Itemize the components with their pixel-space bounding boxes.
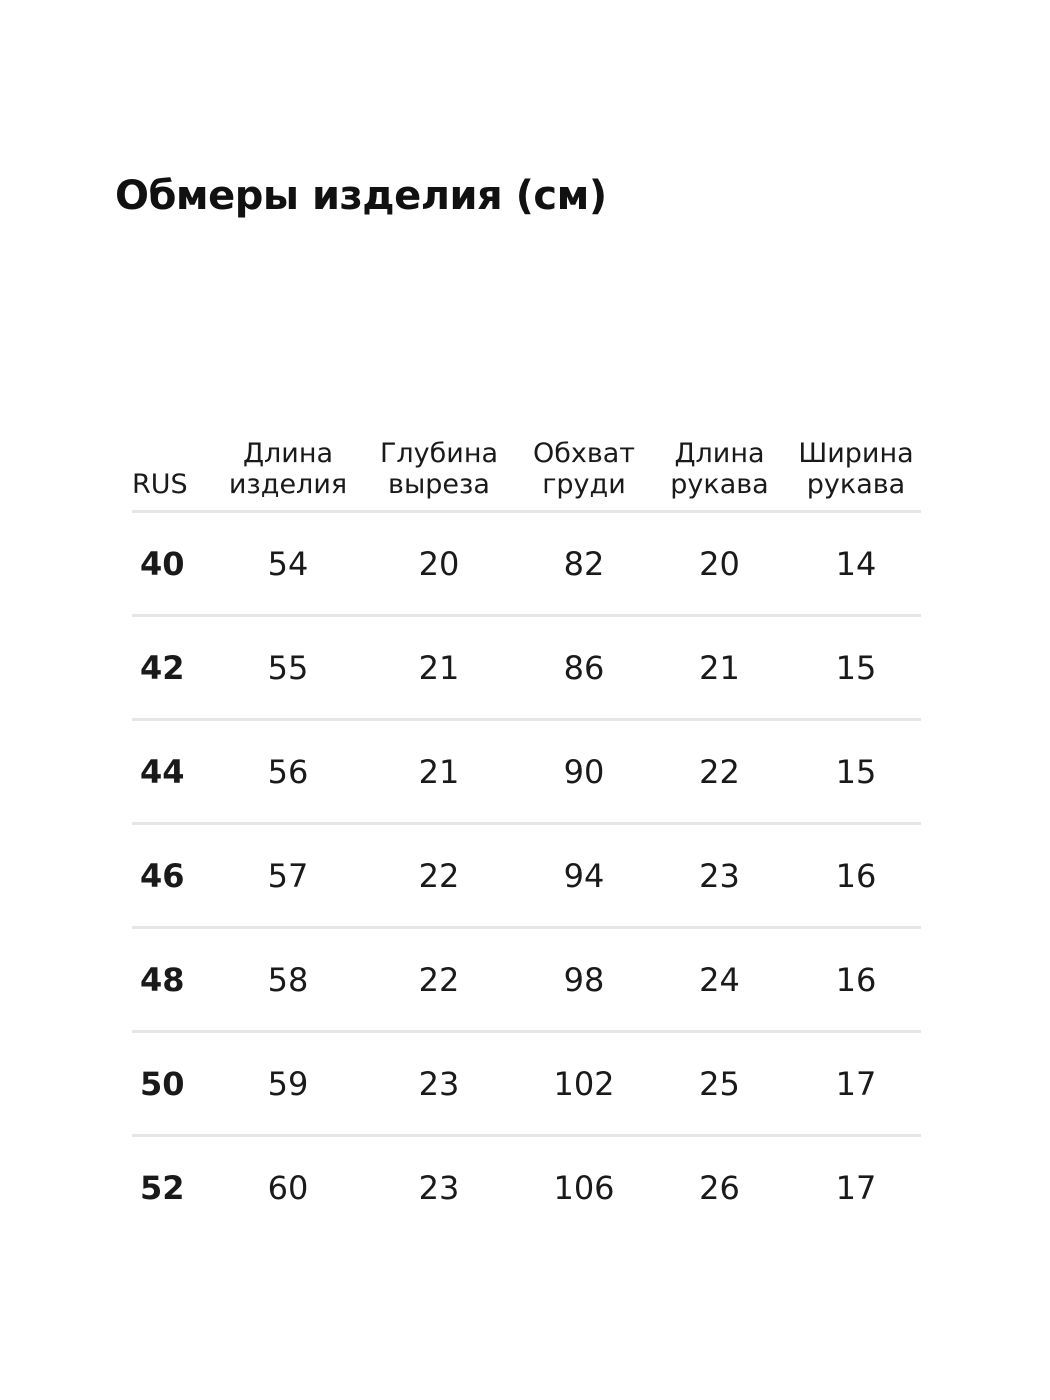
size-cell: 48	[132, 928, 218, 1032]
table-row	[132, 1136, 921, 1239]
table-row	[132, 1032, 921, 1136]
size-cell: 42	[132, 616, 218, 720]
header-sleeve-length: Длина рукава	[648, 400, 791, 512]
table-cell: 17	[791, 1032, 921, 1136]
table-row	[132, 928, 921, 1032]
table-cell: 25	[648, 1032, 791, 1136]
table-cell: 14	[791, 512, 921, 616]
table-cell: 94	[520, 824, 648, 928]
table-row	[132, 616, 921, 720]
table-cell: 15	[791, 720, 921, 824]
table-cell: 20	[358, 512, 520, 616]
header-chest-girth: Обхват груди	[520, 400, 648, 512]
table-cell: 57	[218, 824, 358, 928]
table-cell: 23	[418, 1168, 460, 1207]
table-cell: 21	[358, 616, 520, 720]
table-cell: 90	[520, 720, 648, 824]
table-row	[132, 512, 921, 616]
table-cell: 20	[648, 512, 791, 616]
table-header-row	[132, 400, 921, 512]
header-neckline-depth: Глубина выреза	[358, 400, 520, 512]
table-cell: 86	[520, 616, 648, 720]
table-cell: 60	[267, 1168, 309, 1207]
table-cell: 55	[218, 616, 358, 720]
table-cell: 82	[520, 512, 648, 616]
table-cell: 23	[358, 1032, 520, 1136]
table-row	[132, 824, 921, 928]
table-cell: 54	[218, 512, 358, 616]
table-cell: 102	[520, 1032, 648, 1136]
table-cell: 16	[791, 824, 921, 928]
table-cell: 21	[648, 616, 791, 720]
size-cell: 44	[132, 720, 218, 824]
size-cell: 52	[140, 1168, 185, 1207]
table-cell: 21	[358, 720, 520, 824]
table-cell: 22	[358, 928, 520, 1032]
header-sleeve-width: Ширина рукава	[791, 400, 921, 512]
size-cell: 46	[132, 824, 218, 928]
table-cell: 58	[218, 928, 358, 1032]
table-cell: 56	[218, 720, 358, 824]
table-cell: 59	[218, 1032, 358, 1136]
size-cell: 50	[132, 1032, 218, 1136]
table-cell: 15	[791, 616, 921, 720]
table-cell: 16	[791, 928, 921, 1032]
table-cell: 23	[648, 824, 791, 928]
table-cell: 17	[835, 1168, 877, 1207]
size-chart-table	[132, 400, 921, 1238]
header-product-length: Длина изделия	[218, 400, 358, 512]
size-cell: 40	[132, 512, 218, 616]
table-cell: 24	[648, 928, 791, 1032]
header-rus: RUS	[132, 400, 218, 512]
page-title: Обмеры изделия (см)	[115, 173, 607, 219]
table-cell: 98	[520, 928, 648, 1032]
table-cell: 106	[553, 1168, 615, 1207]
table-cell: 22	[358, 824, 520, 928]
table-row	[132, 720, 921, 824]
table-cell: 22	[648, 720, 791, 824]
table-cell: 26	[699, 1168, 740, 1207]
